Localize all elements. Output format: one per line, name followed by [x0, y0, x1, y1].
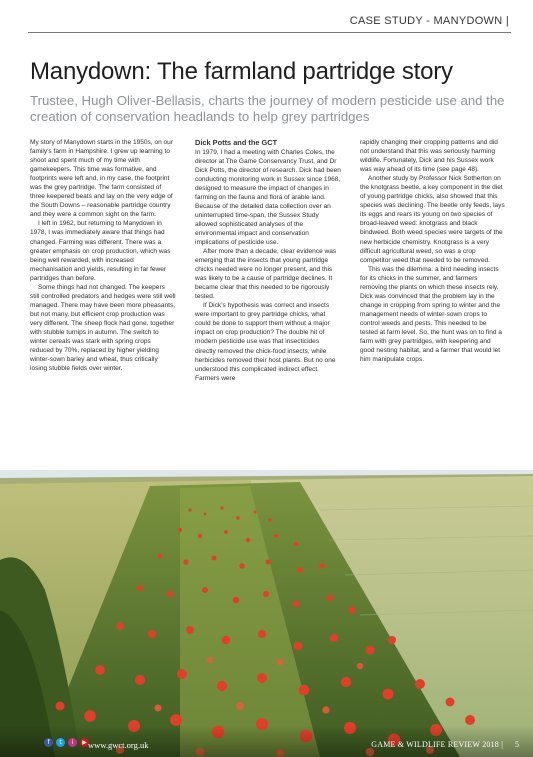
instagram-icon[interactable]: i	[68, 738, 77, 747]
twitter-icon[interactable]: t	[56, 738, 65, 747]
social-icons[interactable]	[44, 738, 89, 747]
section-label: CASE STUDY - MANYDOWN |	[349, 15, 509, 27]
paragraph: If Dick’s hypothesis was correct and insects were important to grey partridge chicks, what could be done to support them without a major impact on crop production? The double hit of modern pesticide use was that insecticides directly removed the chick-food insects, while herbicides removed their host plants. But no one understood this complicated indirect effect. Farmers were	[195, 302, 336, 382]
paragraph: This was the dilemma: a bird needing insects for its chicks in the summer, and farmers removing the plants on which these insects rely. Dick was convinced that the problem lay in the change in cropping from spring to winter and the management needs of winter-sown crops to control weeds and pests. This needed to be tested at farm level. So, the hunt was on to find a farm with grey partridges, with keepering and good nesting habitat, and a farmer that would let him manipulate crops.	[360, 265, 502, 364]
facebook-icon[interactable]: f	[44, 738, 53, 747]
youtube-icon[interactable]: ▶	[80, 738, 89, 747]
paragraph: Some things had not changed. The keepers still controlled predators and hedges were still well managed. There may have been more pheasants, but not many, but efficient crop production was very different. The sheep flock had gone, together with stubble turnips in autumn. The switch to winter cereals was stark with spring crops reduced by 70%, replaced by higher yielding winter-sown barley and wheat, thus critically losing stubble fields over winter.	[30, 283, 176, 373]
column-1	[30, 138, 176, 478]
column-2	[195, 138, 341, 478]
paragraph: Another study by Professor Nick Sotherton on the knotgrass beetle, a key component in the diet of young partridge chicks, also showed that this species was declining. The beetle only feeds, lays its eggs and rears its young on two species of broad-leaved weed: knotgrass and black bindweed. Both weed species were targets of the new herbicide chemistry. Knotgrass is a very difficult agricultural weed, so was a crop competitor weed that needed to be removed.	[360, 175, 505, 264]
article-body	[30, 138, 506, 478]
section-heading: Dick Potts and the GCT	[195, 138, 278, 147]
footer-publication: GAME & WILDLIFE REVIEW 2018 |	[371, 740, 503, 749]
footer-url[interactable]: www.gwct.org.uk	[88, 740, 149, 750]
page-number: 5	[515, 740, 519, 749]
paragraph: My story of Manydown starts in the 1950s, on our family’s farm in Hampshire. I grew up learning to shoot and spent much of my time with gamekeepers. This time was formative, and footprints were left and, in my case, the footprint was the grey partridge. The farm consisted of three keepered beats and lay on the very edge of the South Downs – reasonable partridge country and they were a common sight on the farm.	[30, 139, 174, 219]
paragraph: rapidly changing their cropping patterns and did not understand that this was seriously harming wildlife. Fortunately, Dick and his Sussex work was way ahead of its time (see page 48).	[360, 139, 498, 174]
header-rule	[28, 32, 511, 33]
paragraph: I left in 1962, but returning to Manydown in 1978, I was immediately aware that things had changed. Farming was different. There was a greater emphasis on crop production, which was being well rewarded, with increased mechanisation and yields, resulting in far fewer partridges than before.	[30, 220, 171, 282]
poppy-field-photo	[0, 470, 533, 757]
page-title: Manydown: The farmland partridge story	[30, 58, 453, 85]
column-3	[360, 138, 506, 478]
paragraph: In 1979, I had a meeting with Charles Coles, the director at The Game Conservancy Trust, and Dr Dick Potts, the director of research. Dick had been conducting monitoring work in Sussex since 1968, designed to measure the impact of changes in farming on the fauna and flora of arable land. Because of the detailed data collection over an uninterrupted time-span, the Sussex Study allowed sophisticated analyses of the environmental impact and conservation implications of pesticide use.	[195, 148, 341, 246]
paragraph: After more than a decade, clear evidence was emerging that the insects that young partridge chicks needed were no longer present, and this was likely to be a cause of partridge declines. It became clear that this needed to be rigorously tested.	[195, 248, 337, 301]
article-subtitle: Trustee, Hugh Oliver-Bellasis, charts the journey of modern pesticide use and the creation of conservation headlands to help grey partridges	[30, 93, 505, 124]
